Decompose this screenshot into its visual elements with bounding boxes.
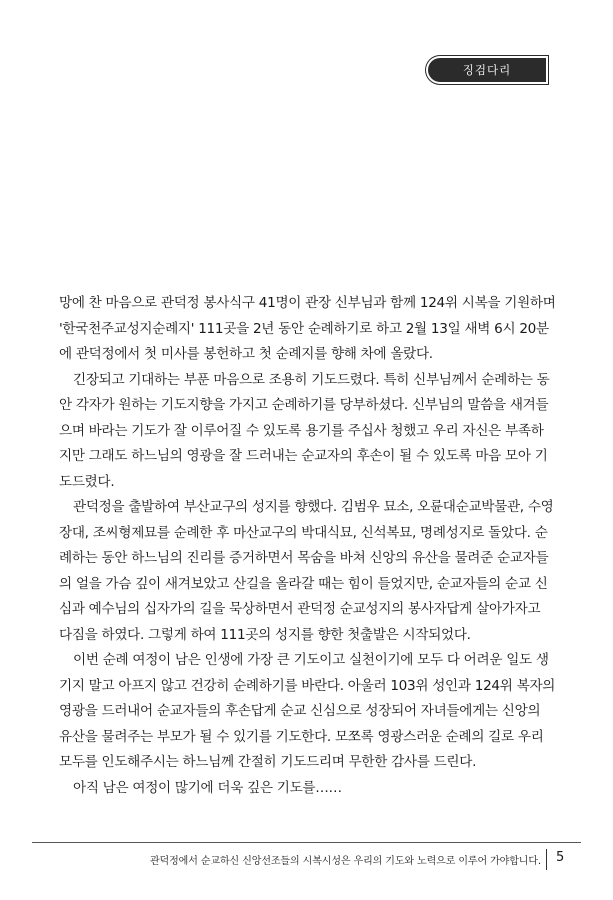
paragraph: 망에 찬 마음으로 관덕정 봉사식구 41명이 관장 신부님과 함께 124위 시복을 기원하며 '한국천주교성지순례지' 111곳을 2년 동안 순례하기로 하고 2월 13일 새벽 6시 20분에 관덕정에서 첫 미사를 봉헌하고 첫 순례지를 향해 차에 올랐다.: [59, 295, 556, 362]
section-label: 징검다리: [462, 63, 512, 77]
paragraph: 아직 남은 여정이 많기에 더욱 깊은 기도를……: [73, 779, 342, 796]
section-tab: [428, 58, 546, 82]
footer-motto: 관덕정에서 순교하신 신앙선조들의 시복시성은 우리의 기도와 노력으로 이루어 가야합니다.: [150, 856, 541, 867]
paragraph: 이번 순례 여정이 남은 인생에 가장 큰 기도이고 실천이기에 모두 다 어려운 일도 생기지 말고 아프지 않고 건강히 순례하기를 바란다. 아울러 103위 성인과 124위 복자의 영광을 드러내어 순교자들의 후손답게 순교 신심으로 성장되어 자녀들에게는 신앙의 유산을 물려주는 부모가 될 수 있기를 기도한다. 모쪼록 영광스러운 순례의 길로 우리 모두를 인도해주시는 하느님께 간절히 기도드리며 무한한 감사를 드린다.: [59, 652, 556, 770]
footer-divider: [546, 849, 547, 870]
page-number: 5: [556, 850, 565, 865]
footer-rule: [32, 842, 581, 843]
paragraph: 관덕정을 출발하여 부산교구의 성지를 향했다. 김범우 묘소, 오륜대순교박물관, 수영장대, 조씨형제묘를 순례한 후 마산교구의 박대식묘, 신석복묘, 명례성지로 돌았다. 순례하는 동안 하느님의 진리를 증거하면서 목숨을 바쳐 신앙의 유산을 물려준 순교자들의 얼을 가슴 깊이 새겨보았고 산길을 올라갈 때는 힘이 들었지만, 순교자들의 순교 신심과 예수님의 십자가의 길을 묵상하면서 관덕정 순교성지의 봉사자답게 살아가자고 다짐을 하였다. 그렇게 하여 111곳의 성지를 향한 첫출발은 시작되었다.: [59, 499, 554, 643]
paragraph: 긴장되고 기대하는 부푼 마음으로 조용히 기도드렸다. 특히 신부님께서 순례하는 동안 각자가 원하는 기도지향을 가지고 순례하기를 당부하셨다. 신부님의 말씀을 새겨들으며 바라는 기도가 잘 이루어질 수 있도록 용기를 주십사 청했고 우리 자신은 부족하지만 그래도 하느님의 영광을 잘 드러내는 순교자의 후손이 될 수 있도록 마음 모아 기도드렸다.: [59, 371, 550, 490]
article-body: [59, 291, 556, 801]
